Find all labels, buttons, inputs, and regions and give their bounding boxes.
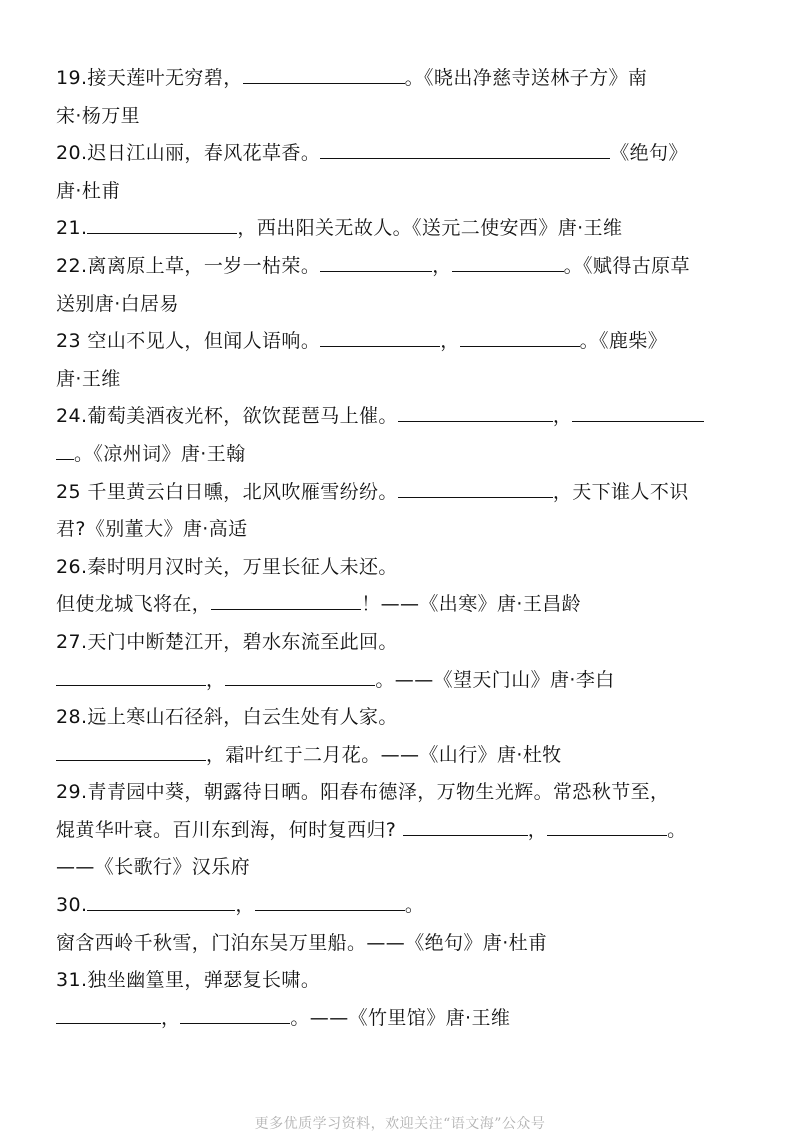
worksheet-line <box>56 925 752 963</box>
line-text: 22.离离原上草，一岁一枯荣。 <box>56 254 321 277</box>
answer-blank[interactable] <box>320 253 432 272</box>
worksheet-line <box>56 361 752 399</box>
answer-blank[interactable] <box>547 817 667 836</box>
line-text: 19.接天莲叶无穷碧， <box>56 67 243 89</box>
answer-blank[interactable] <box>398 403 553 422</box>
worksheet-line <box>56 210 752 248</box>
line-text: ，天下谁人不识 <box>552 480 689 503</box>
answer-blank[interactable] <box>320 328 440 347</box>
answer-blank[interactable] <box>452 253 564 272</box>
worksheet-line <box>56 436 752 474</box>
line-text: 27.天门中断楚江开，碧水东流至此回。 <box>56 630 398 653</box>
answer-blank[interactable] <box>56 441 74 460</box>
worksheet-line <box>56 1000 752 1038</box>
line-text: 25 千里黄云白日曛，北风吹雁雪纷纷。 <box>56 480 398 503</box>
worksheet-line <box>56 699 752 737</box>
line-text: 送别唐·白居易 <box>56 292 179 315</box>
answer-blank[interactable] <box>243 65 405 84</box>
answer-blank[interactable] <box>211 591 361 610</box>
line-text: 窗含西岭千秋雪，门泊东吴万里船。——《绝句》唐·杜甫 <box>56 931 548 954</box>
line-text: 宋·杨万里 <box>56 104 141 127</box>
line-text: 30. <box>56 894 88 917</box>
answer-blank[interactable] <box>56 667 206 686</box>
line-text: 23 空山不见人，但闻人语响。 <box>56 330 321 353</box>
worksheet-line <box>56 173 752 211</box>
line-text: ， <box>206 668 226 691</box>
answer-blank[interactable] <box>398 479 553 498</box>
line-text: 29.青青园中葵，朝露待日晒。阳春布德泽，万物生光辉。常恐秋节至， <box>56 781 670 804</box>
worksheet-line <box>56 60 752 98</box>
worksheet-body <box>56 60 752 1037</box>
line-text: ， <box>161 1006 181 1029</box>
line-text: 。《晓出净慈寺送林子方》南 <box>404 67 648 89</box>
worksheet-line <box>56 98 752 136</box>
worksheet-line <box>56 774 752 812</box>
line-text: 。——《望天门山》唐·李白 <box>375 668 615 691</box>
worksheet-line <box>56 737 752 775</box>
line-text: 。《凉州词》唐·王翰 <box>74 442 246 465</box>
line-text: 《绝句》 <box>610 142 688 165</box>
worksheet-line <box>56 887 752 925</box>
worksheet-line <box>56 323 752 361</box>
worksheet-line <box>56 849 752 887</box>
line-text: ， <box>527 818 548 841</box>
line-text: 唐·杜甫 <box>56 179 121 202</box>
line-text: 。——《竹里馆》唐·王维 <box>290 1006 511 1029</box>
worksheet-line <box>56 286 752 324</box>
answer-blank[interactable] <box>87 892 235 911</box>
line-text: ， <box>440 330 460 353</box>
line-text: ，霜叶红于二月花。——《山行》唐·杜牧 <box>206 743 562 766</box>
worksheet-line <box>56 511 752 549</box>
worksheet-line <box>56 586 752 624</box>
footer-watermark: 更多优质学习资料，欢迎关注“语文海”公众号 <box>254 1116 546 1132</box>
line-text: 唐·王维 <box>56 367 121 390</box>
line-text: ——《长歌行》汉乐府 <box>56 856 251 879</box>
worksheet-line <box>56 474 752 512</box>
line-text: ， <box>552 405 573 428</box>
answer-blank[interactable] <box>56 742 206 761</box>
worksheet-line <box>56 549 752 587</box>
line-text: ， <box>235 894 255 917</box>
worksheet-line <box>56 812 752 850</box>
line-text: ，西出阳关无故人。《送元二使安西》唐·王维 <box>237 217 623 240</box>
line-text: 。 <box>667 818 687 841</box>
line-text: 君?《别董大》唐·高适 <box>56 518 248 541</box>
line-text: 。 <box>404 894 425 917</box>
line-text: 。《赋得古原草 <box>563 254 690 277</box>
line-text: 28.远上寒山石径斜，白云生处有人家。 <box>56 706 398 729</box>
worksheet-line <box>56 135 752 173</box>
answer-blank[interactable] <box>56 1005 161 1024</box>
answer-blank[interactable] <box>320 140 610 159</box>
line-text: 31.独坐幽篁里，弹瑟复长啸。 <box>56 969 321 992</box>
answer-blank[interactable] <box>255 892 405 911</box>
answer-blank[interactable] <box>87 215 237 234</box>
answer-blank[interactable] <box>225 667 375 686</box>
worksheet-line <box>56 248 752 286</box>
line-text: ， <box>432 254 452 277</box>
line-text: 26.秦时明月汉时关，万里长征人未还。 <box>56 555 398 578</box>
line-text: 24.葡萄美酒夜光杯，欲饮琵琶马上催。 <box>56 405 398 428</box>
answer-blank[interactable] <box>180 1005 290 1024</box>
line-text: 但使龙城飞将在， <box>56 593 212 616</box>
worksheet-line <box>56 624 752 662</box>
answer-blank[interactable] <box>572 403 704 422</box>
answer-blank[interactable] <box>403 817 528 836</box>
line-text: ！——《出寒》唐·王昌龄 <box>361 593 582 616</box>
worksheet-line <box>56 398 752 436</box>
line-text: 20.迟日江山丽，春风花草香。 <box>56 142 321 165</box>
line-text: 。《鹿柴》 <box>579 330 668 353</box>
line-text: 焜黄华叶衰。百川东到海，何时复西归? <box>56 818 403 841</box>
worksheet-line <box>56 662 752 700</box>
answer-blank[interactable] <box>460 328 580 347</box>
line-text: 21. <box>56 217 88 240</box>
worksheet-line <box>56 962 752 1000</box>
